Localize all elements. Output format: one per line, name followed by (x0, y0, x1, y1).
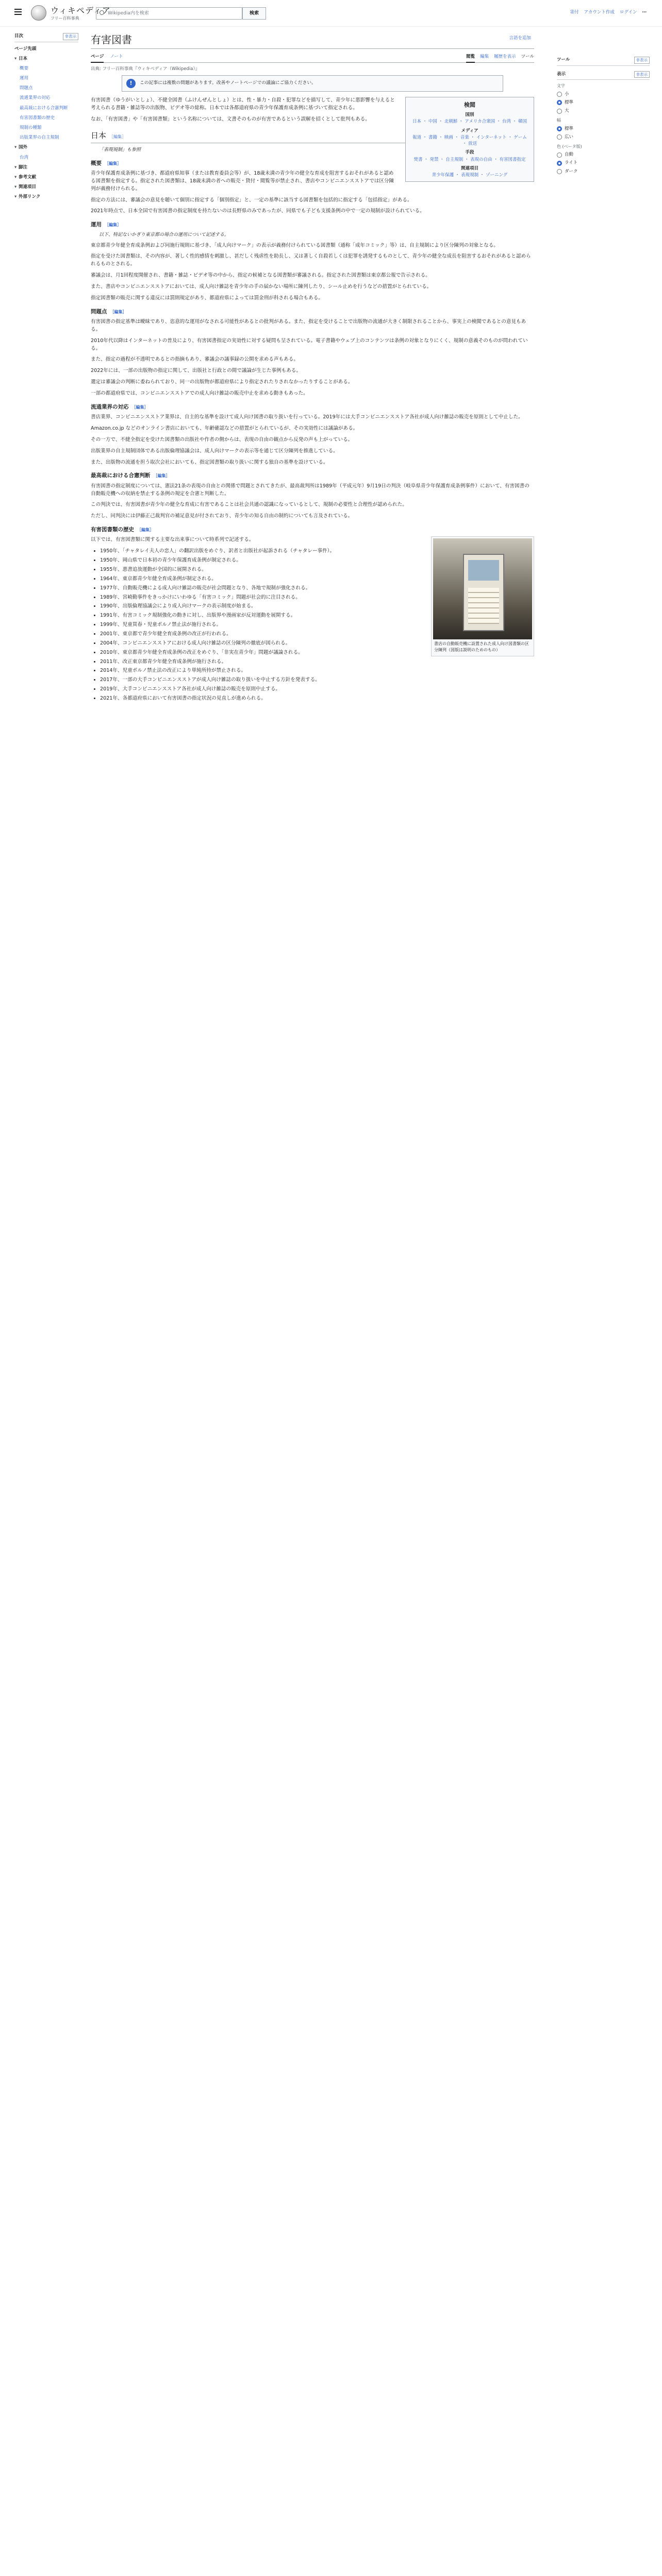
width-wide[interactable]: 広い (557, 134, 650, 141)
toc-item[interactable]: 最高裁における合憲判断 (20, 105, 68, 111)
toc-item[interactable]: ▾ 日本 (14, 54, 78, 64)
navbox-group-name: 国別 (465, 112, 474, 118)
paragraph: 指定の方法には、審議会の意見を聴いて個別に指定する「個別指定」と、一定の基準に該当する図書類を包括的に指定する「包括指定」がある。 (91, 197, 412, 203)
chevron-down-icon[interactable]: ▾ (14, 184, 17, 190)
toc-item[interactable]: 流通業界の対応 (20, 95, 51, 101)
list-item: • 1955年、悪書追放運動が全国的に展開される。 (100, 566, 534, 574)
tab-page[interactable]: ページ (91, 54, 104, 63)
paragraph: また、指定の過程が不透明であるとの指摘もあり、審議会の議事録の公開を求める声もある。 (91, 357, 299, 363)
text-size-label: 文字 (557, 83, 565, 89)
toc-item[interactable]: 台湾 (20, 155, 29, 160)
page-title: 有害図書 (91, 33, 132, 46)
search-button[interactable]: 検索 (242, 7, 266, 20)
width-standard[interactable]: 標準 (557, 126, 650, 132)
title-divider (91, 48, 534, 49)
paragraph: 選定は審議会の判断に委ねられており、同一の出版物が都道府県により指定されたりされなかったりすることがある。 (91, 379, 353, 385)
chevron-down-icon[interactable]: ▾ (14, 194, 17, 200)
section-heading-distribution: 流通業界の対応 ［編集］ (91, 403, 148, 410)
navbox-group-items[interactable]: 日本 ・ 中国 ・ 北朝鮮 ・ アメリカ合衆国 ・ 台湾 ・ 韓国 (412, 119, 527, 125)
paragraph: 書店業界、コンビニエンスストア業界は、自主的な基準を設けて成人向け図書の取り扱いを行っている。2019年には大手コンビニエンスストア各社が成人向け雑誌の販売を原則として中止した。 (91, 414, 523, 420)
color-label: 色 (ベータ版) (557, 144, 582, 149)
paragraph: 審議会は、月1回程度開催され、書籍・雑誌・ビデオ等の中から、指定の候補となる図書類が審議される。指定された図書類は東京都公報で告示される。 (91, 273, 431, 279)
list-item: • 2011年、改正東京都青少年健全育成条例が施行される。 (100, 658, 534, 666)
appearance-header (557, 71, 650, 80)
toc-item[interactable]: 運用 (20, 76, 29, 81)
section-heading-history: 有害図書類の歴史 ［編集］ (91, 527, 154, 533)
tab-history[interactable]: 履歴を表示 (494, 54, 516, 59)
paragraph: 2021年時点で、日本全国で有害図書の指定制度を持たないのは長野県のみであったが、同県でも子ども支援条例の中で一定の規制が設けられている。 (91, 208, 425, 214)
lead-paragraph: 有害図書（ゆうがいとしょ）、不健全図書（ふけんぜんとしょ）とは、性・暴力・自殺・犯罪などを描写して、青少年に悪影響を与えると考えられる書籍・雑誌等の出版物、ビデオ等の総称。日本では各都道府県の青少年保護育成条例に基づいて指定される。 (91, 97, 395, 111)
list-item: • 2004年、コンビニエンスストアにおける成人向け雑誌の区分陳列の徹底が図られる。 (100, 640, 534, 648)
list-item: • 2001年、東京都で青少年健全育成条例の改正が行われる。 (100, 631, 534, 638)
section-heading-overview: 概要 ［編集］ (91, 160, 121, 166)
list-item: • 2021年、各都道府県において有害図書の指定状況の見直しが進められる。 (100, 695, 534, 703)
add-languages-button[interactable]: 言語を追加 (509, 36, 531, 41)
tools-hide-button[interactable]: 非表示 (634, 57, 650, 64)
hatnote: 「表現規制」も参照 (99, 147, 141, 152)
list-item: • 1999年、児童買春・児童ポルノ禁止法が施行される。 (100, 621, 534, 629)
toc-item[interactable]: 出版業界の自主規制 (20, 135, 59, 141)
navbox-group-items[interactable]: 焚書 ・ 発禁 ・ 自主規制 ・ 表現の自由 ・ 有害図書指定 (413, 157, 526, 162)
create-account-link[interactable]: アカウント作成 (584, 10, 615, 15)
toc-item[interactable]: 問題点 (20, 86, 33, 91)
appearance-title: 表示 (557, 71, 566, 77)
navbox-group-items[interactable]: 青少年保護 ・ 表現規制 ・ ゾーニング (432, 172, 508, 178)
navbox-group-name: 手段 (465, 150, 474, 156)
paragraph: 有害図書の指定基準は曖昧であり、恣意的な運用がなされる可能性があるとの批判がある。また、指定を受けることで出版物の流通が大きく制限されることから、事実上の検閲であるとの意見もある。 (91, 318, 526, 332)
wikipedia-logo[interactable] (31, 5, 46, 21)
table-of-contents (14, 33, 78, 202)
list-item: • 1950年、「チャタレイ夫人の恋人」の翻訳出版をめぐり、訳者と出版社が起訴される（チャタレー事件）。 (100, 548, 534, 555)
hatnote: 以下、特記ないかぎり東京都の場合の運用について記述する。 (99, 232, 229, 238)
edit-section-link[interactable]: ［編集］ (110, 309, 127, 314)
censorship-navbox (405, 97, 534, 182)
list-item: • 1990年、出版倫理協議会により成人向けマークの表示制度が始まる。 (100, 603, 534, 611)
chevron-down-icon[interactable]: ▾ (14, 56, 17, 61)
list-item: • 1950年、岡山県で日本初の青少年保護育成条例が制定される。 (100, 557, 534, 565)
list-item: • 1977年、自動販売機による成人向け雑誌の販売が社会問題となり、各地で規制が強化される。 (100, 585, 534, 592)
toc-title: 目次 (14, 33, 24, 39)
notice-text: この記事には複数の問題があります。改善やノートページでの議論にご協力ください。 (140, 80, 316, 86)
info-icon: ! (126, 79, 136, 88)
tab-talk[interactable]: ノート (110, 54, 123, 59)
logo-title[interactable]: ウィキペディア (51, 6, 111, 15)
paragraph: 以下では、有害図書類に関する主要な出来事について時系列で記述する。 (91, 537, 254, 543)
paragraph: 2010年代以降はインターネットの普及により、有害図書指定の実効性に対する疑問も呈されている。電子書籍やウェブ上のコンテンツは条例の対象となりにくく、規制の意義そのものが問われている。 (91, 337, 528, 351)
list-item: • 2010年、東京都青少年健全育成条例の改正をめぐり、「非実在青少年」問題が議論される。 (100, 649, 534, 657)
list-item: • 1991年、有害コミック規制強化の動きに対し、出版界や漫画家が反対運動を展開する。 (100, 612, 534, 620)
toc-list (14, 44, 78, 202)
paragraph: 一部の都道府県では、コンビニエンスストアでの成人向け雑誌の販売中止を求める動きもあった。 (91, 390, 308, 396)
paragraph: ただし、同判決には伊藤正己裁判官の補足意見が付されており、青少年の知る自由の制約についても言及されている。 (91, 513, 353, 519)
paragraph: また、書店やコンビニエンスストアにおいては、成人向け雑誌を青少年の手の届かない場所に陳列したり、シール止めを行うなどの措置がとられている。 (91, 283, 432, 290)
navbox-group-name: メディア (461, 128, 478, 133)
toc-item[interactable]: ▾ 脚注 (14, 163, 78, 173)
list-item: • 1964年、東京都青少年健全育成条例が制定される。 (100, 575, 534, 583)
edit-section-link[interactable]: ［編集］ (131, 404, 148, 410)
paragraph: 出版業界の自主規制団体である出版倫理協議会は、成人向けマークの表示等を通じて区分陳列を推進している。 (91, 448, 338, 454)
toc-item[interactable]: 概要 (20, 65, 29, 71)
tools-header (557, 57, 650, 66)
search-placeholder: Wikipedia内を検索 (108, 11, 149, 16)
maintenance-notice (122, 75, 503, 92)
toc-item[interactable]: ▾ 関連項目 (14, 182, 78, 192)
chevron-down-icon[interactable]: ▾ (14, 145, 17, 150)
edit-section-link[interactable]: ［編集］ (105, 223, 121, 228)
toc-item[interactable]: 有害図書類の歴史 (20, 115, 55, 121)
list-item: • 2014年、児童ポルノ禁止法の改正により単純所持が禁止される。 (100, 667, 534, 675)
paragraph: その一方で、不健全指定を受けた図書類の出版社や作者の側からは、表現の自由の観点から反発の声も上がっている。 (91, 436, 353, 443)
text-size-large[interactable]: 大 (557, 108, 650, 114)
paragraph: 2022年には、一部の出版物の指定に関して、出版社と行政との間で議論が生じた事例もある。 (91, 368, 301, 374)
figure-caption: 書店の自動販売機に設置された成人向け図書類の区分陳列（図版は説明のためのもの） (434, 641, 529, 652)
radio-icon (557, 109, 562, 114)
toc-item[interactable]: ▾ 国外 (14, 143, 78, 152)
more-options-icon[interactable]: ⋯ (642, 10, 647, 15)
toc-item[interactable]: ページ先頭 (14, 46, 37, 52)
toc-item[interactable]: ▾ 外部リンク (14, 192, 78, 202)
tab-read[interactable]: 閲覧 (466, 54, 475, 63)
tab-edit[interactable]: 編集 (480, 54, 489, 59)
list-item: • 2019年、大手コンビニエンスストア各社が成人向け雑誌の販売を原則中止する。 (100, 686, 534, 693)
list-item: • 1989年、宮崎勤事件をきっかけにいわゆる「有害コミック」問題が社会的に注目される。 (100, 594, 534, 602)
text-size-small[interactable]: 小 (557, 91, 650, 98)
toc-item[interactable]: 規制の種類 (20, 125, 42, 130)
color-auto[interactable]: 自動 (557, 151, 650, 158)
paragraph: 東京都青少年健全育成条例および同施行規則に基づき、「成人向けマーク」の表示が義務付けられている図書類（通称「成年コミック」等）は、自主規制により区分陳列の対象となる。 (91, 242, 499, 248)
paragraph: Amazon.co.jp などのオンライン書店においても、年齢確認などの措置がとられているが、その実効性には議論がある。 (91, 425, 358, 431)
article-body (91, 75, 534, 707)
radio-icon (557, 152, 562, 158)
tab-tools[interactable]: ツール (521, 54, 534, 59)
vending-machine-photo[interactable] (433, 538, 532, 639)
paragraph: この判決では、有害図書が青少年の健全な育成に有害であることは社会共通の認識になっているとして、規制の必要性と合理性が認められた。 (91, 502, 407, 508)
list-item: • 2017年、一部の大手コンビニエンスストアが成人向け雑誌の取り扱いを中止する方針を発表する。 (100, 676, 534, 684)
width-label: 幅 (557, 118, 561, 123)
text-size-standard[interactable]: 標準 (557, 99, 650, 106)
machine-shape (463, 554, 504, 631)
search-input[interactable] (96, 7, 242, 20)
edit-section-link[interactable]: ［編集］ (109, 134, 126, 139)
toc-item[interactable]: ▾ 参考文献 (14, 173, 78, 182)
radio-icon (557, 134, 562, 140)
donate-link[interactable]: 寄付 (570, 10, 579, 15)
paragraph: 指定を受けた図書類は、その内容が、著しく性的感情を刺激し、甚だしく残虐性を助長し、又は著しく自殺若しくは犯罪を誘発するものとして、青少年の健全な成長を阻害するおそれがあると認められるものとされる。 (91, 253, 531, 267)
radio-icon (557, 169, 562, 174)
section-heading-supreme-court: 最高裁における合憲判断 ［編集］ (91, 472, 170, 479)
tools-title: ツール (557, 57, 570, 62)
paragraph: 有害図書の指定制度については、憲法21条の表現の自由との関係で問題とされてきたが、最高裁判所は1989年（平成元年）9月19日の判決（岐阜県青少年保護育成条例事件）において、有害図書の自動販売機への収納を禁止する条例の規定を合憲と判断した。 (91, 483, 529, 497)
navbox-group-items[interactable]: 報道 ・ 書籍 ・ 映画 ・ 音楽 ・ インターネット ・ ゲーム ・ 放送 (412, 134, 527, 147)
paragraph: 指定図書類の販売に関する違反には罰則規定があり、都道府県によっては罰金刑が科される場合もある。 (91, 295, 323, 301)
site-header (0, 0, 662, 27)
paragraph: また、出版物の流通を担う取次会社においても、指定図書類の取り扱いに関する独自の基準を設けている。 (91, 459, 328, 465)
section-heading-operation: 運用 ［編集］ (91, 222, 121, 228)
from-wikipedia: 出典: フリー百科事典『ウィキペディア（Wikipedia）』 (91, 66, 200, 72)
radio-selected-icon (557, 161, 562, 166)
navbox-title: 検閲 (464, 101, 475, 108)
chevron-down-icon[interactable]: ▾ (14, 174, 17, 180)
edit-section-link[interactable]: ［編集］ (105, 161, 121, 166)
color-dark[interactable]: ダーク (557, 168, 650, 175)
radio-selected-icon (557, 126, 562, 131)
color-light[interactable]: ライト (557, 160, 650, 166)
edit-section-link[interactable]: ［編集］ (137, 528, 154, 533)
navbox-group-name: 関連項目 (460, 165, 478, 171)
logo-subtitle: フリー百科事典 (51, 16, 79, 21)
right-sidebar (557, 52, 650, 177)
lead-paragraph: なお、「有害図書」や「有害図書類」という名称については、文書そのものが有害であるという誤解を招くとして批判もある。 (91, 116, 370, 122)
radio-icon (557, 92, 562, 97)
appearance-hide-button[interactable]: 非表示 (634, 71, 650, 78)
personal-tools (570, 9, 647, 16)
page-tabs (91, 52, 534, 63)
login-link[interactable]: ログイン (619, 10, 637, 15)
figure-thumbnail[interactable] (431, 536, 534, 656)
section-heading-problems: 問題点 ［編集］ (91, 308, 127, 315)
chevron-down-icon[interactable]: ▾ (14, 164, 17, 170)
toc-hide-button[interactable]: 非表示 (63, 33, 79, 40)
edit-section-link[interactable]: ［編集］ (153, 473, 170, 479)
toc-header (14, 33, 78, 42)
search-icon (100, 10, 104, 15)
main-menu-icon[interactable] (14, 9, 22, 15)
radio-selected-icon (557, 100, 562, 105)
section-heading-japan: 日本 ［編集］ (91, 130, 534, 143)
paragraph: 青少年保護育成条例に基づき、都道府県知事（または教育委員会等）が、18歳未満の青少年の健全な育成を阻害するおそれがあると認める図書類を指定する。指定された図書類は、18歳未満の者への販売・貸付・閲覧等が禁止され、書店やコンビニエンスストアでは区分陳列が義務付けられる。 (91, 171, 394, 192)
